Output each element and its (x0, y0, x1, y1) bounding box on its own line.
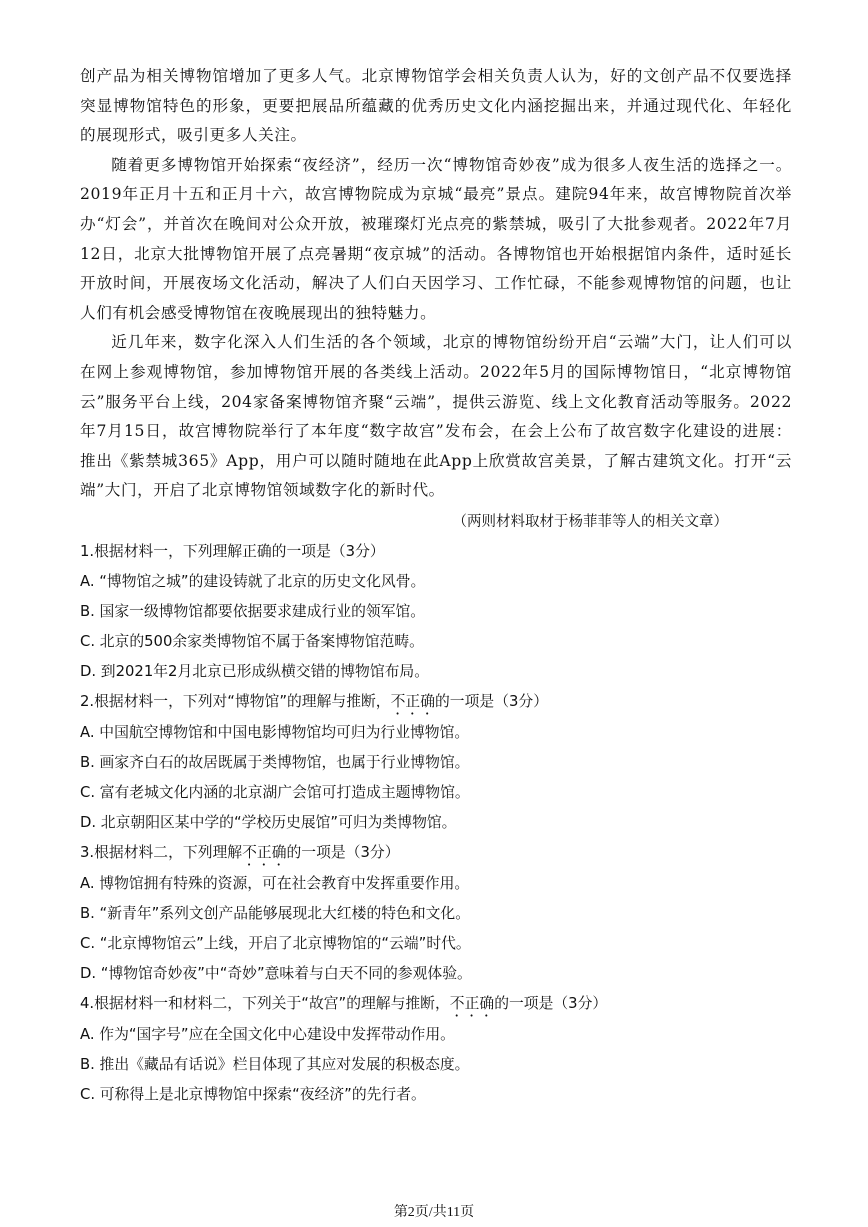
option-b: B. 国家一级博物馆都要依据要求建成行业的领军馆。 (80, 603, 426, 620)
option-c: C. 北京的500余家类博物馆不属于备案博物馆范畴。 (80, 633, 424, 650)
reading-passage (80, 62, 792, 506)
question-stem: 4.根据材料一和材料二，下列关于“故宫”的理解与推断，不正确的一项是（3分） (80, 995, 608, 1012)
option-d: D. “博物馆奇妙夜”中“奇妙”意味着与白天不同的参观体验。 (80, 965, 472, 982)
question-stem: 2.根据材料一，下列对“博物馆”的理解与推断，不正确的一项是（3分） (80, 693, 548, 710)
emphasis-text: 不正确 (390, 693, 435, 710)
option-a: A. 中国航空博物馆和中国电影博物馆均可归为行业博物馆。 (80, 724, 470, 741)
option-b: B. “新青年”系列文创产品能够展现北大红楼的特色和文化。 (80, 905, 471, 922)
option-b: B. 画家齐白石的故居既属于类博物馆，也属于行业博物馆。 (80, 754, 470, 771)
passage-paragraph-3: 近几年来，数字化深入人们生活的各个领域，北京的博物馆纷纷开启“云端”大门，让人们可以在网上参观博物馆，参加博物馆开展的各类线上活动。2022年5月的国际博物馆日，“北京博物馆云”服务平台上线，204家备案博物馆齐聚“云端”，提供云游览、线上文化教育活动等服务。2022年7月15日，故宫博物院举行了本年度“数字故宫”发布会，在会上公布了故宫数字化建设的进展：推出《紫禁城365》App，用户可以随时随地在此App上欣赏故宫美景，了解古建筑文化。打开“云端”大门，开启了北京博物馆领域数字化的新时代。 (80, 333, 792, 500)
passage-paragraph-2: 随着更多博物馆开始探索“夜经济”，经历一次“博物馆奇妙夜”成为很多人夜生活的选择之一。2019年正月十五和正月十六，故宫博物院成为京城“最亮”景点。建院94年来，故宫博物院首次举办“灯会”，并首次在晚间对公众开放，被璀璨灯光点亮的紫禁城，吸引了大批参观者。2022年7月12日，北京大批博物馆开展了点亮暑期“夜京城”的活动。各博物馆也开始根据馆内条件，适时延长开放时间，开展夜场文化活动，解决了人们白天因学习、工作忙碌，不能参观博物馆的问题，也让人们有机会感受博物馆在夜晚展现出的独特魅力。 (80, 155, 792, 322)
page-number: 第2页/共11页 (393, 1205, 475, 1220)
option-b: B. 推出《藏品有话说》栏目体现了其应对发展的积极态度。 (80, 1056, 470, 1073)
option-d: D. 北京朝阳区某中学的“学校历史展馆”可归为类博物馆。 (80, 814, 457, 831)
emphasis-text: 不正确 (449, 995, 495, 1012)
question-3 (80, 838, 800, 989)
source-note: （两则材料取材于杨菲菲等人的相关文章） (452, 514, 728, 530)
question-2 (80, 687, 800, 838)
option-c: C. 可称得上是北京博物馆中探索“夜经济”的先行者。 (80, 1086, 426, 1103)
option-a: A. 作为“国字号”应在全国文化中心建设中发挥带动作用。 (80, 1026, 455, 1043)
option-a: A. “博物馆之城”的建设铸就了北京的历史文化风骨。 (80, 573, 426, 590)
question-list (80, 537, 800, 1110)
question-4 (80, 989, 800, 1110)
question-stem: 3.根据材料二，下列理解不正确的一项是（3分） (80, 844, 400, 861)
option-c: C. “北京博物馆云”上线，开启了北京博物馆的“云端”时代。 (80, 935, 471, 952)
passage-paragraph-1: 创产品为相关博物馆增加了更多人气。北京博物馆学会相关负责人认为，好的文创产品不仅要选择突显博物馆特色的形象，更要把展品所蕴藏的优秀历史文化内涵挖掘出来，并通过现代化、年轻化的展现形式，吸引更多人关注。 (80, 67, 792, 145)
option-c: C. 富有老城文化内涵的北京湖广会馆可打造成主题博物馆。 (80, 784, 470, 801)
option-d: D. 到2021年2月北京已形成纵横交错的博物馆布局。 (80, 663, 430, 680)
option-a: A. 博物馆拥有特殊的资源，可在社会教育中发挥重要作用。 (80, 875, 470, 892)
question-stem: 1.根据材料一，下列理解正确的一项是（3分） (80, 543, 385, 560)
question-1 (80, 537, 800, 687)
emphasis-text: 不正确 (242, 844, 287, 861)
